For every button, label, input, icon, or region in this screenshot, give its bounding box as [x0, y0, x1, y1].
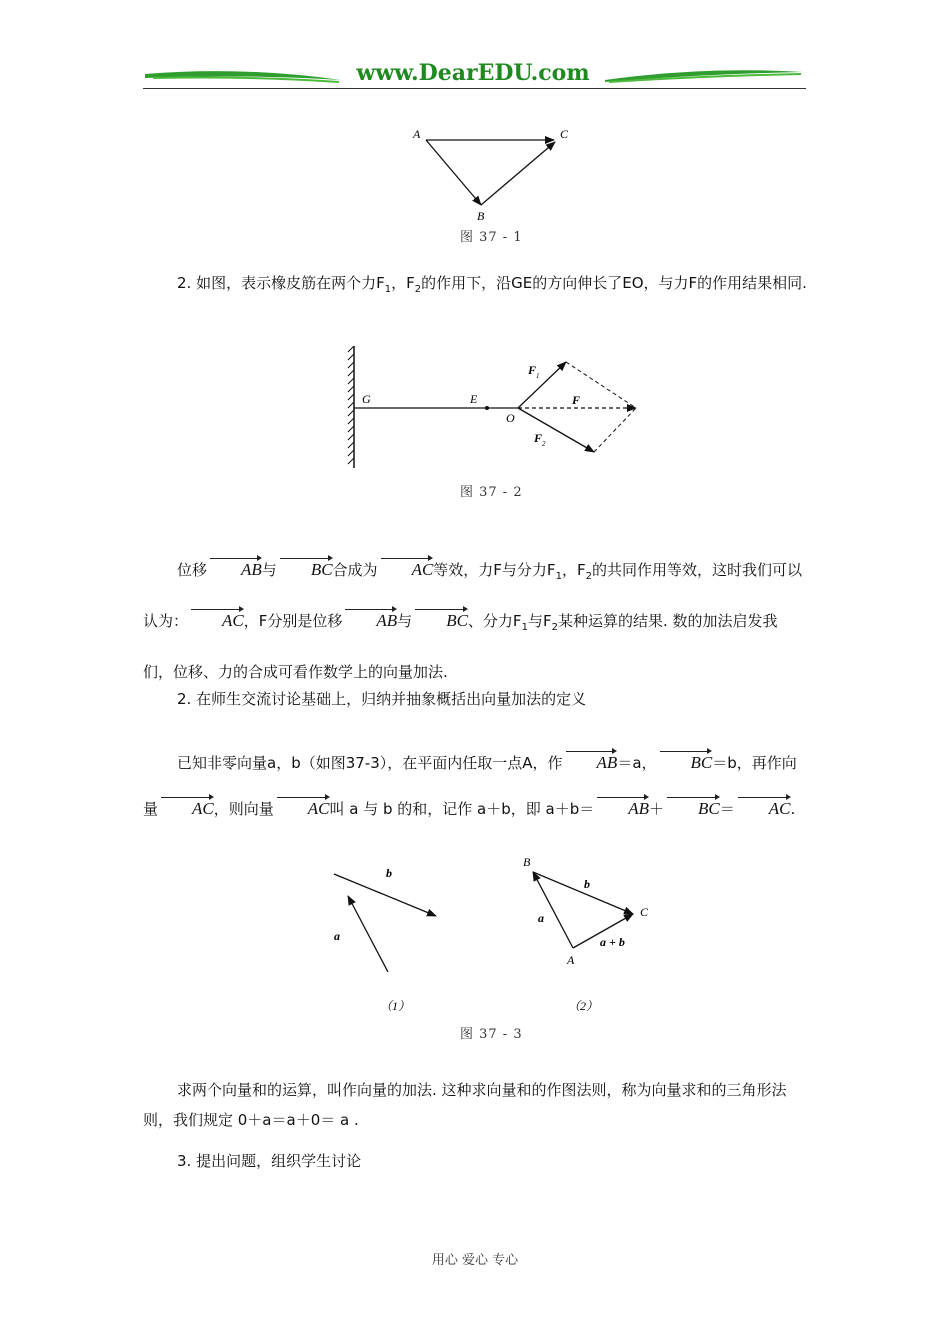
- header-rule: [143, 88, 806, 89]
- figure-37-2: [340, 340, 650, 475]
- label-b-free: b: [386, 866, 392, 880]
- vector-bc-symbol: BC: [657, 748, 713, 772]
- header-swoosh-right-icon: [603, 64, 806, 88]
- vector-bc-symbol: BC: [277, 555, 333, 579]
- label-c: C: [560, 127, 569, 141]
- figure-37-3-caption: 图 37 - 3: [460, 1027, 523, 1042]
- dashed-side-2: [594, 408, 636, 452]
- header-swoosh-left-icon: [143, 64, 343, 88]
- subfigure-1-label: （1）: [380, 999, 411, 1013]
- label-a-tri: a: [538, 911, 544, 925]
- label-f: F: [572, 393, 581, 407]
- label-f2: F: [534, 431, 543, 445]
- vector-ab-symbol: AB: [207, 555, 262, 579]
- vector-ac-symbol: AC: [274, 794, 330, 818]
- label-f1-sub: 1: [536, 372, 540, 380]
- paragraph-rubber-band: 2. 如图，表示橡皮筋在两个力$F_1$，$F_2$的作用下，沿GE的方向伸长了EO，与力F的作用结果相同.: [177, 274, 807, 295]
- vector-ac-symbol: AC: [378, 555, 434, 579]
- label-sum-tri: a + b: [600, 935, 625, 949]
- label-b-point: B: [523, 855, 531, 869]
- vector-ac-symbol: AC: [735, 794, 791, 818]
- force-f1: [518, 362, 566, 408]
- figure-37-1-caption: 图 37 - 1: [460, 230, 523, 245]
- vector-ab-symbol: AB: [563, 748, 618, 772]
- figure-37-1: [400, 120, 590, 230]
- paragraph-question: 3. 提出问题，组织学生讨论: [177, 1152, 362, 1170]
- page-footer: 用心 爱心 专心: [431, 1253, 519, 1268]
- vector-bc-symbol: BC: [664, 794, 720, 818]
- label-a-point: A: [567, 953, 575, 967]
- paragraph-vector-addition-motivation: 位移 AB与 BC合成为 AC等效，力F与分力$F_1$，$F_2$的共同作用等效，这时我们可以认为： AC，F分别是位移 AB与 BC、分力$F_1$与$F_2$某种运算的结果. 数的加法启发我们，位移、力的合成可看作数学上的向量加法.: [143, 548, 807, 694]
- label-a: A: [413, 127, 421, 141]
- vector-ab-symbol: AB: [342, 606, 397, 630]
- vector-ab-symbol: AB: [594, 794, 649, 818]
- label-f2-sub: 2: [542, 440, 546, 448]
- paragraph-definition: 已知非零向量a，b（如图37-3），在平面内任取一点A，作 AB＝a， BC＝b，再作向量 AC，则向量 AC叫 a 与 b 的和，记作 a＋b，即 a＋b＝ AB＋ BC＝ AC.: [143, 740, 807, 832]
- vector-ac-symbol: AC: [158, 794, 214, 818]
- label-e: E: [470, 392, 478, 406]
- figure-37-3: [320, 850, 670, 1020]
- site-logo-text: www.DearEDU.com: [356, 60, 590, 86]
- label-f1: F: [528, 363, 537, 377]
- vector-a-free: [348, 896, 388, 972]
- point-e: [485, 406, 489, 410]
- figure-37-2-caption: 图 37 - 2: [460, 485, 523, 500]
- label-o: O: [506, 411, 515, 425]
- label-b-tri: b: [584, 877, 590, 891]
- vector-ab: [426, 140, 481, 205]
- vector-b-tri: [533, 872, 633, 914]
- vector-bc-symbol: BC: [412, 606, 468, 630]
- label-g: G: [362, 392, 371, 406]
- wall-hatch-icon: [348, 346, 354, 468]
- paragraph-definition-heading: 2. 在师生交流讨论基础上，归纳并抽象概括出向量加法的定义: [177, 690, 587, 708]
- vector-bc: [481, 142, 555, 205]
- label-a-free: a: [334, 929, 340, 943]
- label-c-point: C: [640, 905, 649, 919]
- paragraph-triangle-rule: 求两个向量和的运算，叫作向量的加法. 这种求向量和的作图法则，称为向量求和的三角形法则，我们规定 0＋a＝a＋0＝ a .: [143, 1081, 787, 1129]
- force-f2: [518, 408, 594, 452]
- subfigure-2-label: （2）: [568, 999, 599, 1013]
- vector-ac-symbol: AC: [188, 606, 244, 630]
- vector-a-tri: [533, 872, 573, 948]
- label-b: B: [477, 209, 485, 223]
- vector-b-free: [334, 874, 436, 916]
